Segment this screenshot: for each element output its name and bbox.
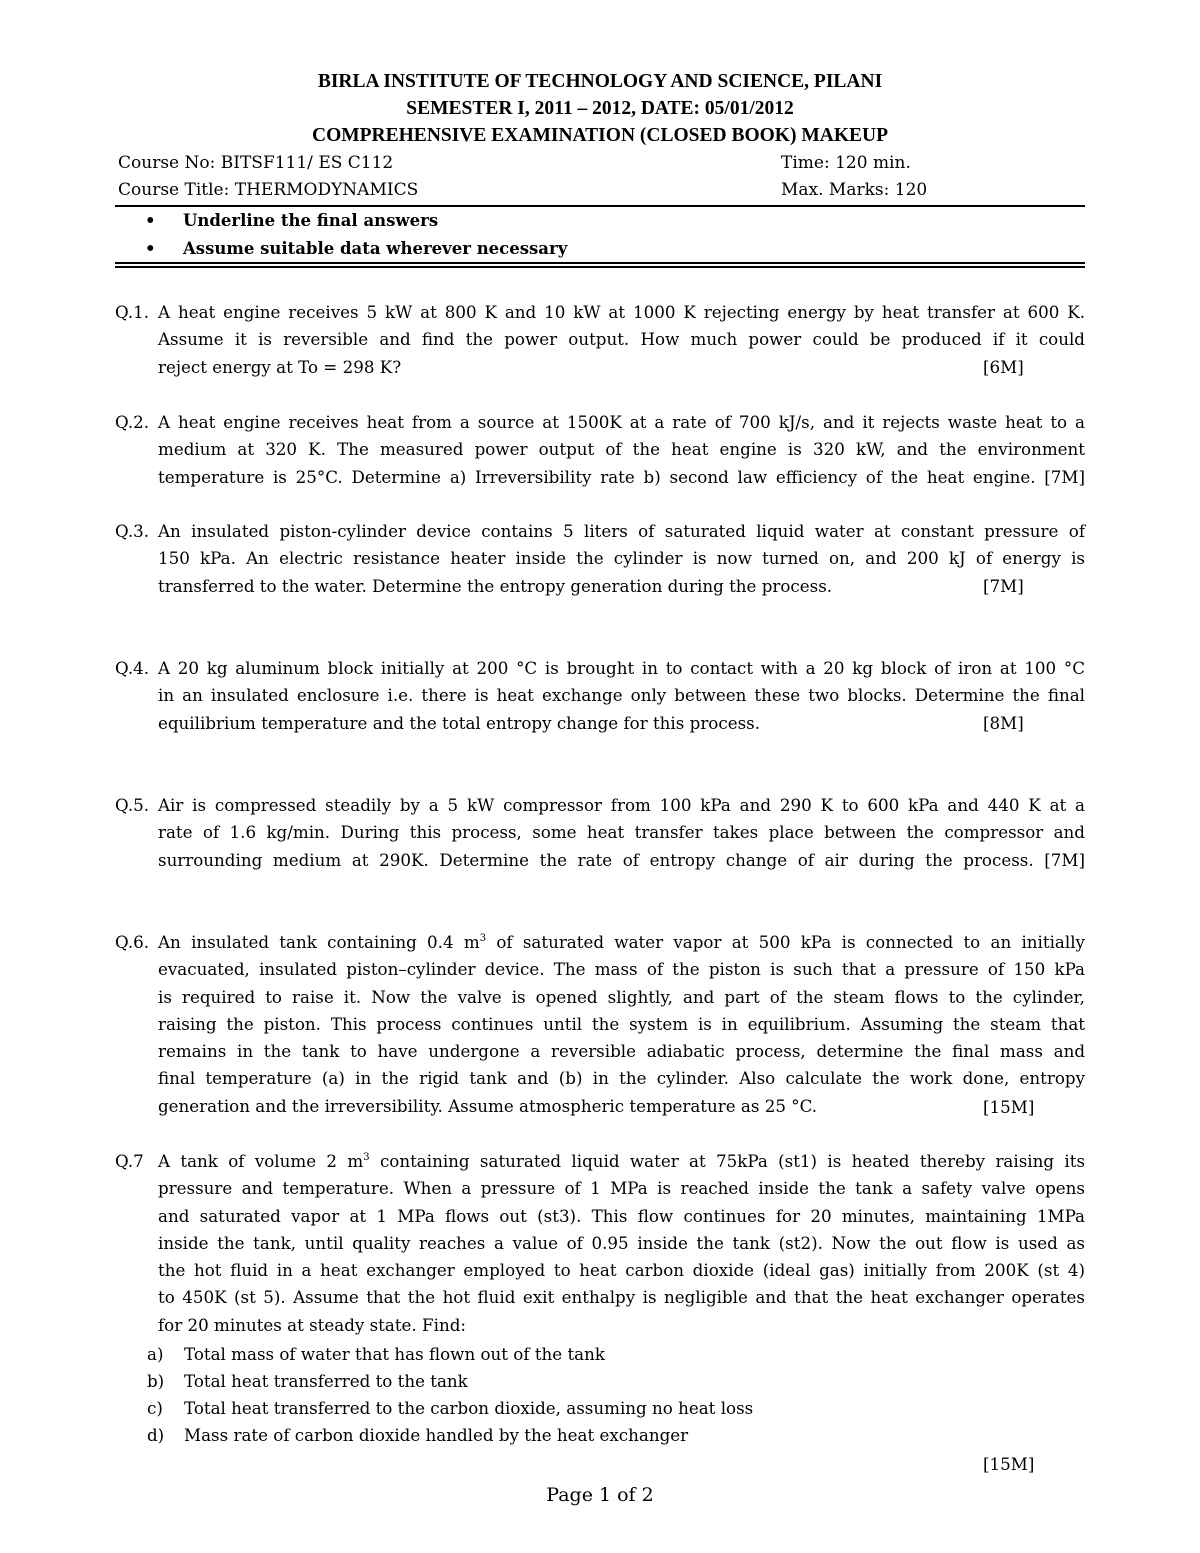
question-text: Air is compressed steadily by a 5 kW compressor from 100 kPa and 290 K to 600 kPa and 440 K at a: [158, 795, 1085, 815]
question-text: Assume it is reversible and find the power output. How much power could be produced if it could: [158, 329, 1085, 350]
course-number: Course No: BITSF111/ ES C112: [118, 153, 394, 173]
sub-question-text: Total heat transferred to the carbon dioxide, assuming no heat loss: [184, 1398, 754, 1418]
instruction-item: [115, 207, 1085, 235]
bullet-icon: •: [145, 211, 156, 230]
sub-question-label: a): [147, 1344, 164, 1364]
semester-date: SEMESTER I, 2011 – 2012, DATE: 05/01/2012: [406, 98, 794, 119]
header-divider-bottom-1: [115, 262, 1085, 264]
question-text: A heat engine receives 5 kW at 800 K and 10 kW at 1000 K rejecting energy by heat transfer at 600 K.: [158, 302, 1085, 322]
question-number: Q.1.: [115, 302, 150, 322]
question-text: A heat engine receives heat from a source at 1500K at a rate of 700 kJ/s, and it rejects waste heat to a: [158, 412, 1085, 432]
bullet-icon: •: [145, 239, 156, 258]
course-info-row-1: [115, 150, 1085, 177]
question-marks: [8M]: [983, 713, 1024, 733]
sub-question-label: d): [147, 1425, 165, 1445]
question-text: to 450K (st 5). Assume that the hot fluid exit enthalpy is negligible and that the heat exchanger operates: [158, 1287, 1085, 1308]
question-marks: [15M]: [983, 1454, 1035, 1474]
question-number: Q.4.: [115, 658, 150, 678]
question-text: remains in the tank to have undergone a reversible adiabatic process, determine the final mass and: [158, 1041, 1085, 1062]
institute-name: BIRLA INSTITUTE OF TECHNOLOGY AND SCIENCE, PILANI: [317, 71, 883, 92]
question-number: Q.3.: [115, 521, 150, 541]
question-text-part: A tank of volume 2 m: [158, 1151, 364, 1171]
superscript: 3: [479, 933, 487, 944]
question-text: medium at 320 K. The measured power output of the heat engine is 320 kW, and the environment: [158, 439, 1085, 460]
header-divider-bottom-2: [115, 266, 1085, 268]
page-number: Page 1 of 2: [546, 1484, 654, 1506]
question-marks: [7M]: [983, 576, 1024, 596]
question-text: An insulated piston-cylinder device contains 5 liters of saturated liquid water at constant pressure of: [158, 521, 1085, 541]
question-text: inside the tank, until quality reaches a value of 0.95 inside the tank (st2). Now the out flow is used as: [158, 1232, 1085, 1253]
question-4: [115, 655, 1085, 737]
superscript: 3: [363, 1152, 370, 1163]
question-text: equilibrium temperature and the total entropy change for this process.: [158, 712, 760, 733]
question-text: raising the piston. This process continues until the system is in equilibrium. Assuming the steam that: [158, 1013, 1085, 1034]
question-text: 150 kPa. An electric resistance heater inside the cylinder is now turned on, and 200 kJ of energy is: [158, 548, 1085, 569]
question-text: temperature is 25°C. Determine a) Irreversibility rate b) second law efficiency of the heat engine. [7M]: [158, 466, 1085, 487]
sub-question-label: b): [147, 1371, 165, 1391]
course-title: Course Title: THERMODYNAMICS: [118, 180, 419, 200]
question-marks: [6M]: [983, 357, 1024, 377]
question-3: [115, 518, 1085, 600]
question-text: [158, 929, 1085, 956]
question-text: and saturated vapor at 1 MPa flows out (st3). This flow continues for 20 minutes, maintaining 1MPa: [158, 1205, 1085, 1226]
question-text: the hot fluid in a heat exchanger employed to heat carbon dioxide (ideal gas) initially from 200K (st 4): [158, 1260, 1085, 1281]
question-text: surrounding medium at 290K. Determine the rate of entropy change of air during the process. [7M]: [158, 849, 1085, 870]
question-number: Q.6.: [115, 932, 150, 952]
question-text: [158, 1148, 1085, 1175]
question-text: rate of 1.6 kg/min. During this process, some heat transfer takes place between the compressor and: [158, 822, 1085, 843]
sub-question-text: Total heat transferred to the tank: [184, 1371, 468, 1391]
instruction-item: [115, 235, 1085, 263]
question-text: transferred to the water. Determine the entropy generation during the process.: [158, 575, 833, 596]
sub-question-label: c): [147, 1398, 163, 1418]
question-marks: [15M]: [983, 1097, 1035, 1117]
question-text: reject energy at To = 298 K?: [158, 356, 402, 377]
question-text: pressure and temperature. When a pressure of 1 MPa is reached inside the tank a safety valve opens: [158, 1178, 1085, 1199]
question-text: final temperature (a) in the rigid tank and (b) in the cylinder. Also calculate the work done, entropy: [158, 1068, 1085, 1089]
max-marks: Max. Marks: 120: [781, 180, 928, 200]
question-number: Q.2.: [115, 412, 150, 432]
exam-time: Time: 120 min.: [781, 153, 911, 173]
question-text: evacuated, insulated piston–cylinder device. The mass of the piston is such that a pressure of 150 kPa: [158, 959, 1085, 980]
sub-question-text: Total mass of water that has flown out of the tank: [184, 1344, 605, 1364]
question-number: Q.5.: [115, 795, 150, 815]
exam-header: [115, 68, 1085, 149]
question-text: generation and the irreversibility. Assume atmospheric temperature as 25 °C.: [158, 1095, 818, 1116]
question-6: [115, 929, 1085, 1120]
question-text-part: An insulated tank containing 0.4 m: [158, 932, 480, 952]
question-text: for 20 minutes at steady state. Find:: [158, 1314, 466, 1335]
question-text: A 20 kg aluminum block initially at 200 °C is brought in to contact with a 20 kg block of iron at 100 °C: [158, 658, 1085, 678]
instruction-text: Underline the final answers: [183, 211, 439, 230]
question-text: is required to raise it. Now the valve is opened slightly, and part of the steam flows to the cylinder,: [158, 986, 1085, 1007]
question-5: [115, 792, 1085, 874]
instruction-text: Assume suitable data wherever necessary: [183, 239, 568, 258]
question-text-part: containing saturated liquid water at 75kPa (st1) is heated thereby raising its: [369, 1151, 1086, 1171]
sub-question-text: Mass rate of carbon dioxide handled by the heat exchanger: [184, 1425, 689, 1445]
exam-title: COMPREHENSIVE EXAMINATION (CLOSED BOOK) MAKEUP: [311, 125, 888, 146]
question-1: [115, 299, 1085, 381]
question-2: [115, 409, 1085, 491]
question-7: [115, 1148, 1085, 1339]
question-number: Q.7: [115, 1151, 144, 1171]
question-text: in an insulated enclosure i.e. there is heat exchange only between these two blocks. Determine the final: [158, 685, 1085, 706]
course-info-row-2: [115, 177, 1085, 204]
question-text-part: of saturated water vapor at 500 kPa is connected to an initially: [486, 932, 1085, 952]
